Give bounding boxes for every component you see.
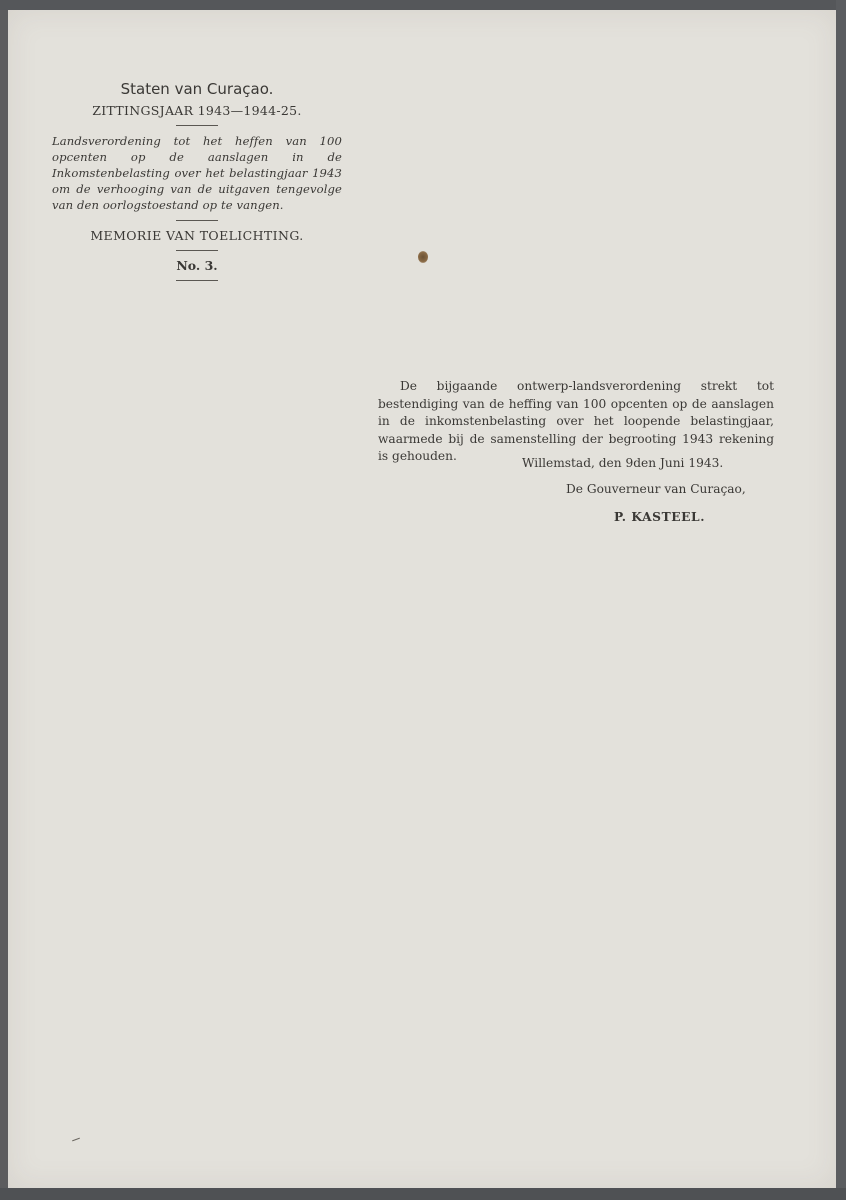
session-year: ZITTINGSJAAR 1943—1944-25. xyxy=(92,103,302,118)
signer-role: De Gouverneur van Curaçao, xyxy=(566,482,746,496)
scan-border-right xyxy=(836,0,846,1200)
explanatory-paragraph: De bijgaande ontwerp-landsverordening strekt tot bestendiging van de heffing van 100 opcenten op de aanslagen in de inkomstenbelasting over het loopende belastingjaar, waarmede bij de samenstelling der begrooting 1943 rekening is gehouden. xyxy=(378,379,774,463)
stain-spot xyxy=(418,251,428,263)
signer-name: P. KASTEEL. xyxy=(614,510,706,524)
scan-border-top xyxy=(0,0,846,10)
divider xyxy=(176,250,218,251)
document-header xyxy=(52,80,342,288)
ordinance-title: Landsverordening tot het heffen van 100 opcenten op de aanslagen in de Inkomstenbelasting over het belastingjaar 1943 om de verhooging van de uitgaven tengevolge van den oorlogstoestand op te vangen. xyxy=(52,134,342,212)
document-number: No. 3. xyxy=(176,258,218,273)
place-date: Willemstad, den 9den Juni 1943. xyxy=(522,456,724,470)
scan-border-bottom xyxy=(0,1188,846,1200)
divider xyxy=(176,220,218,221)
document-type: MEMORIE VAN TOELICHTING. xyxy=(90,228,304,243)
assembly-name: Staten van Curaçao. xyxy=(120,80,274,98)
divider xyxy=(176,125,218,126)
divider xyxy=(176,280,218,281)
